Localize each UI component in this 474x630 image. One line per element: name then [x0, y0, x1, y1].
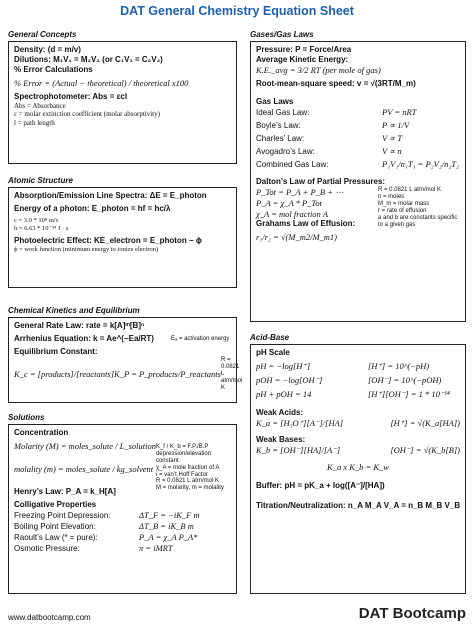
colligative-label: Osmotic Pressure: [14, 543, 80, 553]
arrhenius-formula: Arrhenius Equation: k = Ae^(−Ea/RT) [14, 334, 154, 343]
kinetics-box [8, 317, 243, 403]
colligative-equation: P_A = χ_A P_A* [139, 532, 198, 543]
colligative-label: Boiling Point Elevation: [14, 521, 96, 531]
ph-left-equation: pOH = −log[OH⁻] [256, 375, 323, 386]
dalton-equation: P_A = χ_A * P_Tot [256, 198, 322, 209]
section-kinetics: Chemical Kinetics and Equilibrium [8, 306, 140, 315]
epsilon-definition: ε = molar extinction coefficient (molar absorptivity) [14, 110, 160, 119]
kc-formula: K_c = [products]/[reactants] [14, 368, 115, 379]
colligative-title: Colligative Properties [14, 500, 97, 510]
graham-title: Grahams Law of Effusion: [256, 218, 356, 228]
general-concepts-box [8, 41, 237, 164]
colligative-label: Raoult’s Law (* = pure): [14, 532, 98, 542]
error-title: % Error Calculations [14, 65, 93, 74]
gas-law-equation: P₁V₁/n₁T₁ = P₂V₂/n₂T₂ [382, 159, 460, 170]
error-equation: % Error = (Actual − theoretical) / theoretical x100 [14, 78, 189, 88]
kinetic-energy-formula: K.E._avg = 3/2 RT (per mole of gas) [256, 65, 381, 75]
atomic-structure-box [8, 187, 237, 288]
henrys-law-formula: Henry’s Law: P_A = k_H[A] [14, 487, 116, 497]
gas-notes-line: M_m = molar mass [378, 201, 430, 208]
spectrophotometer-formula: Spectrophotometer: Abs = εcl [14, 92, 128, 102]
concentration-title: Concentration [14, 428, 69, 437]
gas-law-name: Avogadro’s Law: [256, 146, 315, 156]
colligative-equation: π = iMRT [139, 543, 173, 554]
colligative-equation: ΔT_B = iK_B m [139, 521, 194, 532]
gas-notes-line: r = rate of effusion [378, 207, 427, 214]
notes-line: χ_A = mole fraction of A [155, 464, 220, 471]
abs-definition: Abs = Absorbance [14, 102, 66, 111]
ka-kb-relation: K_a x K_b = K_w [327, 462, 389, 473]
gas-law-name: Ideal Gas Law: [256, 107, 310, 117]
titration-formula: Titration/Neutralization: n_A M_A V_A = n_B M_B V_B [256, 501, 461, 511]
line-spectra-formula: Absorption/Emission Line Spectra: ΔE = E_photon [14, 191, 207, 200]
section-gases: Gases/Gas Laws [250, 30, 314, 39]
solutions-box [8, 424, 237, 594]
rms-speed-formula: Root-mean-square speed: v = √(3RT/M_m) [256, 79, 416, 89]
speed-of-light-value: c = 3.0 * 10⁸ m/s [14, 217, 59, 224]
gas-law-equation: V ∝ n [382, 146, 402, 157]
dilutions-formula: Dilutions: M₁V₁ = M₂V₂ (or C₁V₁ = C₂V₂) [14, 55, 163, 64]
path-length-definition: l = path length [14, 118, 55, 127]
gas-constant-note: R = 0.0821 L atm/mol K [220, 357, 243, 391]
weak-acids-title: Weak Acids: [256, 408, 304, 418]
gas-law-name: Combined Gas Law: [256, 159, 329, 169]
gas-law-equation: PV = nRT [382, 107, 417, 118]
notes-line: i = van’t Hoff Factor [155, 471, 209, 478]
section-acid-base: Acid-Base [250, 333, 290, 342]
website-url[interactable]: www.datbootcamp.com [8, 613, 91, 622]
section-atomic-structure: Atomic Structure [8, 176, 73, 185]
work-function-definition: ϕ = work function (minimum energy to ionize electron) [14, 245, 159, 253]
gas-notes-line: a and b are constants specific to a given gas [378, 214, 458, 228]
page-title: DAT General Chemistry Equation Sheet [120, 4, 354, 18]
notes-line: K_f / K_b = F.P./B.P depression/elevation constant [155, 444, 212, 464]
kb-formula: K_b = [OH⁻][HA]/[A⁻] [256, 445, 341, 456]
planck-constant-value: h = 6.63 * 10⁻³⁴ J · s [14, 224, 69, 232]
gas-law-name: Boyle’s Law: [256, 120, 301, 130]
equilibrium-title: Equilibrium Constant: [14, 347, 98, 356]
dalton-equation: χ_A = mol fraction A [256, 209, 328, 220]
molarity-formula: Molarity (M) = moles_solute / L_solution [14, 441, 156, 451]
ph-right-equation: [OH⁻] = 10^(−pOH) [368, 375, 442, 386]
dalton-title: Dalton’s Law of Partial Pressures: [256, 177, 386, 187]
pressure-formula: Pressure: P = Force/Area [256, 45, 352, 54]
gas-notes-line: n = moles [378, 194, 405, 201]
dalton-equation: P_Tot = P_A + P_B + ⋯ [256, 187, 344, 198]
notes-line: M = molarity, m = molality [155, 485, 224, 492]
gas-law-name: Charles’ Law: [256, 133, 305, 143]
ph-scale-title: pH Scale [256, 348, 290, 357]
ka-formula: K_a = [H₃O⁺][A⁻]/[HA] [256, 418, 344, 429]
section-general-concepts: General Concepts [8, 30, 77, 39]
kp-formula: K_P = P_products/P_reactants [114, 368, 221, 379]
brand-logo: DAT Bootcamp [358, 605, 466, 622]
gas-notes-line: R = 0.0821 L atm/mol K [378, 187, 441, 194]
rate-law-formula: General Rate Law: rate = k[A]ᵐ[B]ⁿ [14, 321, 145, 330]
weak-bases-title: Weak Bases: [256, 435, 306, 445]
colligative-label: Freezing Point Depression: [14, 510, 111, 520]
ph-right-equation: [H⁺][OH⁻] = 1 * 10⁻¹⁴ [368, 389, 450, 400]
gas-laws-title: Gas Laws [256, 97, 294, 107]
ph-left-equation: pH = −log[H⁺] [256, 361, 311, 371]
acid-base-box [250, 344, 466, 594]
gas-law-equation: V ∝ T [382, 133, 403, 144]
ph-left-equation: pH + pOH = 14 [256, 389, 312, 400]
oh-concentration-formula: [OH⁻] = √(K_b[B]) [390, 445, 460, 456]
section-solutions: Solutions [8, 413, 45, 422]
activation-energy-note: Eₐ = activation energy [171, 335, 230, 342]
colligative-equation: ΔT_F = −iK_F m [139, 510, 200, 521]
ph-right-equation: [H⁺] = 10^(−pH) [368, 361, 430, 371]
density-formula: Density: (d = m/v) [14, 45, 81, 54]
kinetic-energy-title: Average Kinetic Energy: [256, 55, 349, 64]
graham-formula: r₁/r₂ = √(M_m2/M_m1) [256, 231, 337, 242]
gases-box [250, 41, 466, 322]
photoelectric-formula: Photoelectric Effect: KE_electron = E_photon − ϕ [14, 235, 202, 245]
gas-law-equation: P ∝ 1/V [382, 120, 410, 131]
h-concentration-formula: [H⁺] = √(K_a[HA]) [390, 418, 460, 429]
photon-energy-formula: Energy of a photon: E_photon = hf = hc/λ [14, 204, 171, 213]
molality-formula: molality (m) = moles_solute / kg_solvent [14, 464, 154, 475]
buffer-formula: Buffer: pH = pK_a + log([A⁻]/[HA]) [256, 481, 385, 491]
notes-line: R = 0.0821 L atm/mol K [155, 478, 219, 485]
